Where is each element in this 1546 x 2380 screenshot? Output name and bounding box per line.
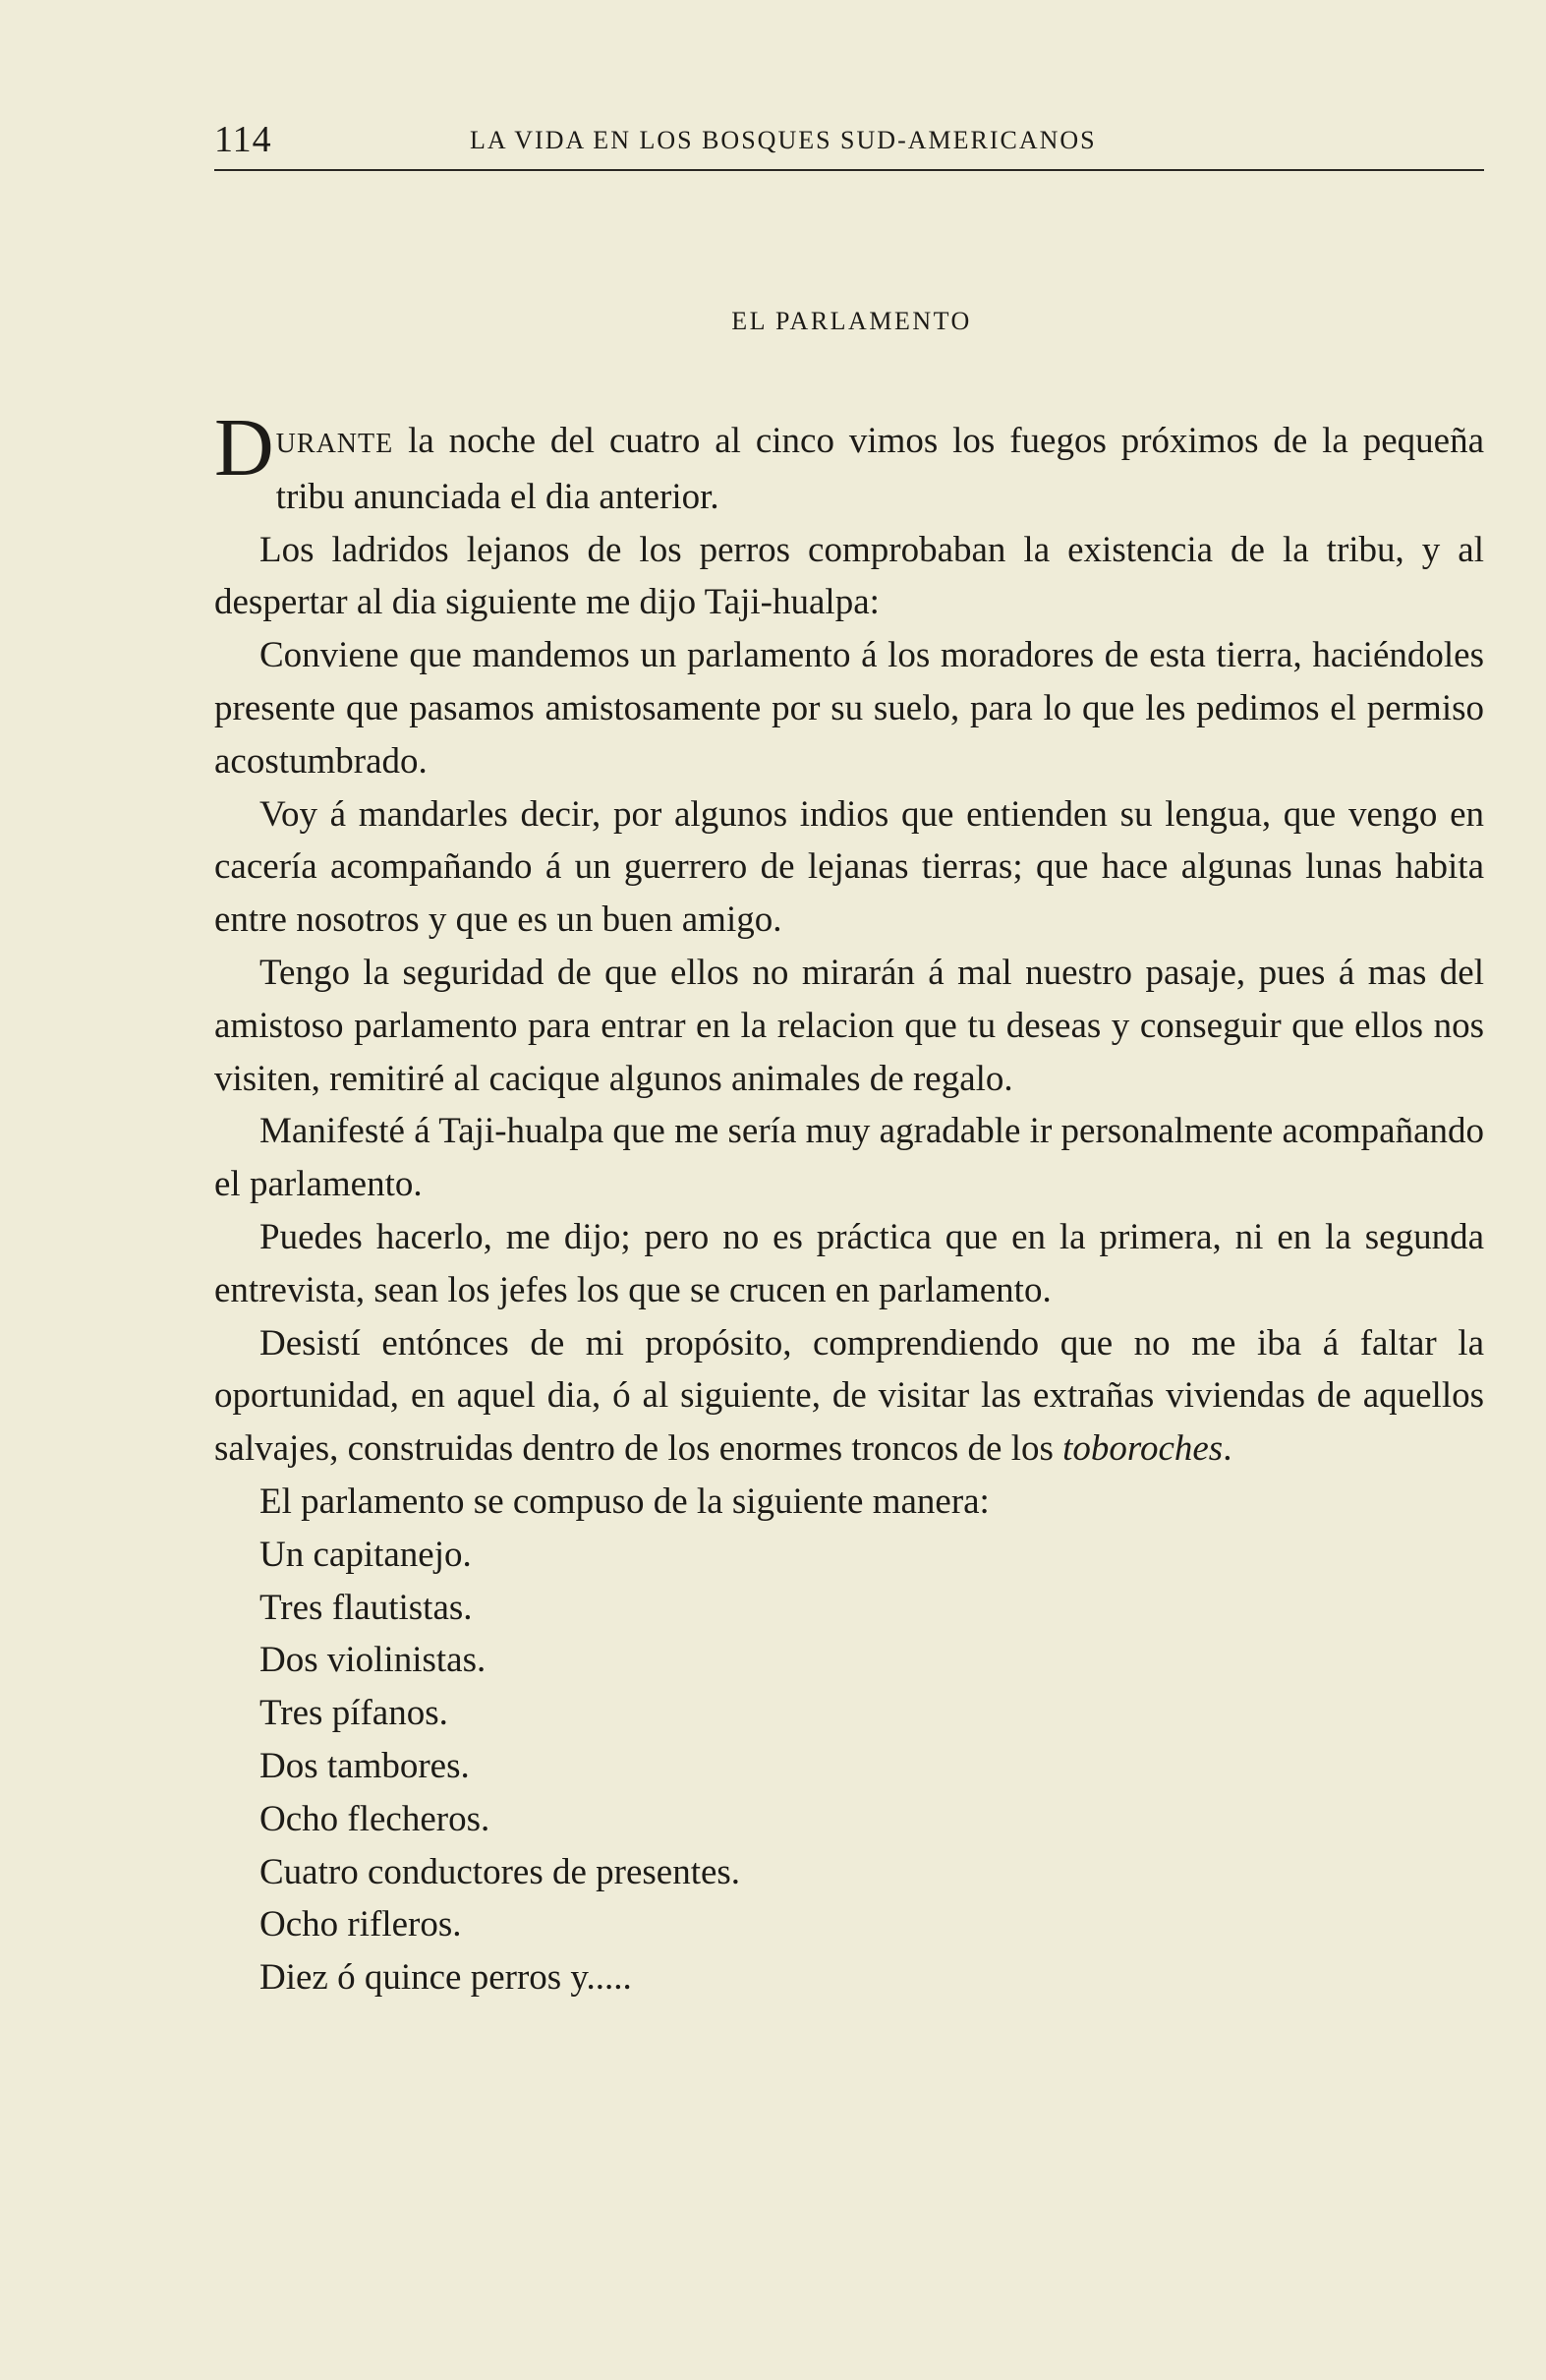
opening-paragraph — [214, 402, 1484, 524]
body-text — [214, 402, 1485, 2004]
section-title: EL PARLAMENTO — [731, 307, 972, 335]
paragraph-desisti-text: Desistí entónces de mi propósito, comprendiendo que no me iba á faltar la oportunidad, en aquel dia, ó al siguiente, de visitar las extrañas viviendas de aquellos salvajes, construidas dentro de los enormes troncos de los — [214, 1322, 1484, 1470]
paragraph-desisti — [214, 1317, 1484, 1476]
list-intro: El parlamento se compuso de la siguiente manera: — [259, 1480, 990, 1522]
drop-cap: D — [214, 402, 274, 493]
list-item: Tres flautistas. — [259, 1587, 473, 1628]
paragraph: Los ladridos lejanos de los perros comprobaban la existencia de la tribu, y al despertar al dia siguiente me dijo Taji-hualpa: — [214, 529, 1484, 623]
list-item: Ocho flecheros. — [259, 1798, 490, 1839]
italic-term: toboroches — [1062, 1428, 1224, 1470]
page-header — [214, 110, 1484, 169]
paragraph: Manifesté á Taji-hualpa que me sería muy agradable ir personalmente acompañando el parlamento. — [214, 1111, 1485, 1205]
running-head: LA VIDA EN LOS BOSQUES SUD-AMERICANOS — [470, 126, 1097, 154]
header-rule — [214, 169, 1484, 171]
list-item: Dos tambores. — [259, 1745, 470, 1786]
list-item: Dos violinistas. — [259, 1640, 487, 1681]
page-number: 114 — [214, 119, 272, 160]
list-item: Ocho rifleros. — [259, 1904, 462, 1945]
paragraph: Tengo la seguridad de que ellos no mirarán á mal nuestro pasaje, pues á mas del amistoso parlamento para entrar en la relacion que tu deseas y conseguir que ellos nos visiten, remitiré al cacique algunos animales de regalo. — [214, 952, 1484, 1099]
list-item: Tres pífanos. — [259, 1693, 448, 1734]
list-item: Diez ó quince perros y..... — [259, 1957, 632, 1999]
paragraph: Conviene que mandemos un parlamento á los moradores de esta tierra, haciéndoles presente que pasamos amistosamente por su suelo, para lo que les pedimos el permiso acostumbrado. — [214, 635, 1484, 782]
paragraph: Puedes hacerlo, me dijo; pero no es práctica que en la primera, ni en la segunda entrevista, sean los jefes los que se crucen en parlamento. — [214, 1216, 1484, 1310]
paragraph: Voy á mandarles decir, por algunos indios que entienden su lengua, que vengo en cacería acompañando á un guerrero de lejanas tierras; que hace algunas lunas habita entre nosotros y que es un buen amigo. — [214, 793, 1484, 941]
opening-paragraph-text: la noche del cuatro al cinco vimos los fuegos próximos de la pequeña tribu anunciada el dia anterior. — [275, 421, 1484, 517]
paragraph-desisti-end: . — [1223, 1428, 1232, 1470]
list-item: Un capitanejo. — [259, 1534, 472, 1575]
small-caps-word: URANTE — [275, 429, 394, 459]
list-item: Cuatro conductores de presentes. — [259, 1851, 741, 1892]
